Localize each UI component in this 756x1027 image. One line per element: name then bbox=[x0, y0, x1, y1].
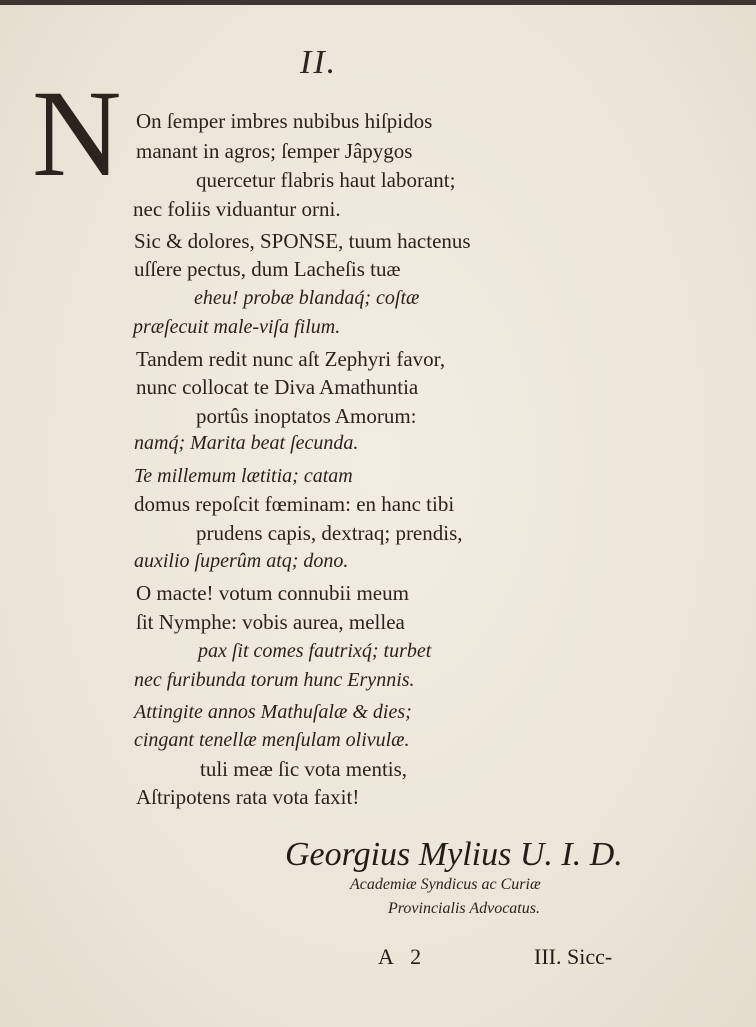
poem-line: uſſere pectus, dum Lacheſis tuæ bbox=[134, 257, 401, 281]
poem-line: prudens capis, dextraq; prendis, bbox=[196, 521, 463, 545]
poem-line: Te millemum lætitia; catam bbox=[134, 465, 353, 487]
poem-line: Tandem redit nunc aſt Zephyri favor, bbox=[136, 347, 446, 371]
poem-number-heading: II. bbox=[300, 44, 338, 81]
poem-line: nec furibunda torum hunc Erynnis. bbox=[134, 669, 415, 691]
poem-line: ſit Nymphe: vobis aurea, mellea bbox=[136, 610, 405, 634]
poem-line: On ſemper imbres nubibus hiſpidos bbox=[136, 109, 433, 133]
poem-line: nec foliis viduantur orni. bbox=[133, 197, 341, 221]
signature-mark: A 2 bbox=[378, 944, 428, 969]
author-title-line-2: Provincialis Advocatus. bbox=[388, 900, 540, 917]
poem-line: auxilio ſuperûm atq; dono. bbox=[134, 550, 349, 572]
poem-line: Attingite annos Mathuſalæ & dies; bbox=[134, 701, 412, 723]
poem-line: Aſtripotens rata vota faxit! bbox=[136, 785, 360, 809]
poem-line: tuli meæ ſic vota mentis, bbox=[200, 757, 408, 781]
page-top-edge bbox=[0, 0, 756, 5]
poem-line: quercetur flabris haut laborant; bbox=[196, 168, 456, 192]
poem-line: eheu! probæ blandaq́; coſtæ bbox=[194, 287, 420, 309]
poem-line: portûs inoptatos Amorum: bbox=[196, 404, 417, 428]
author-signature: Georgius Mylius U. I. D. bbox=[285, 836, 623, 873]
poem-line: nunc collocat te Diva Amathuntia bbox=[136, 375, 419, 399]
author-title-line-1: Academiæ Syndicus ac Curiæ bbox=[350, 876, 541, 893]
poem-line: præſecuit male-viſa filum. bbox=[133, 316, 341, 338]
poem-line: manant in agros; ſemper Jâpygos bbox=[136, 139, 413, 163]
catchword: III. Sicc- bbox=[534, 944, 613, 969]
poem-line: O macte! votum connubii meum bbox=[136, 581, 409, 605]
poem-line: pax ſit comes fautrixq́; turbet bbox=[198, 640, 432, 662]
drop-capital: N bbox=[32, 65, 122, 202]
poem-line: cingant tenellæ menſulam olivulæ. bbox=[134, 729, 410, 751]
poem-line: Sic & dolores, SPONSE, tuum hactenus bbox=[134, 229, 471, 253]
poem-line: domus repoſcit fœminam: en hanc tibi bbox=[134, 492, 455, 516]
poem-line: namq́; Marita beat ſecunda. bbox=[134, 432, 359, 454]
